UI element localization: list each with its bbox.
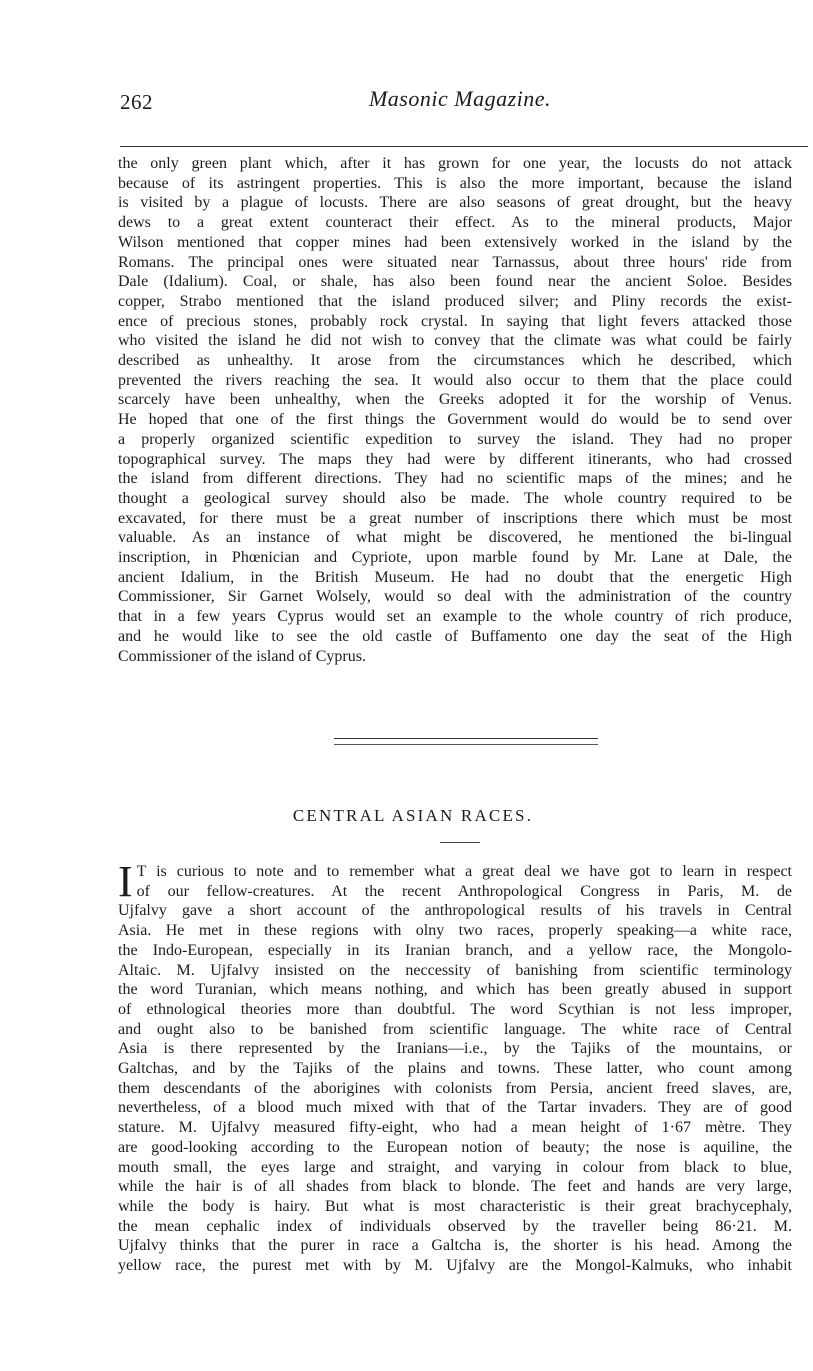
text-line: dews to a great extent counteract their effect. As to the mineral products, Major [118,214,792,232]
text-line: of ethnological theories more than doubtful. The word Scythian is not less improper, [118,1000,792,1018]
text-line: scarcely have been unhealthy, when the Greeks adopted it for the worship of Venus. [118,391,792,409]
text-line: He hoped that one of the first things the Government would do would be to send over [118,411,792,429]
text-line: Ujfalvy thinks that the purer in race a Galtcha is, the shorter is his head. Among the [118,1237,792,1255]
header-rule [120,146,808,147]
text-line: of our fellow-creatures. At the recent Anthropological Congress in Paris, M. de [136,882,792,900]
section-separator-thin [334,744,598,745]
text-line: ancient Idalium, in the British Museum. He had no doubt that the energetic High [118,568,792,586]
text-line: Commissioner, Sir Garnet Wolsely, would so deal with the administration of the country [118,588,792,606]
text-line: that in a few years Cyprus would set an example to the whole country of rich produce, [118,608,792,626]
text-line: Asia is there represented by the Iranians—i.e., by the Tajiks of the mountains, or [118,1040,792,1058]
continued-paragraph [118,154,792,666]
article-title: CENTRAL ASIAN RACES. [292,806,534,825]
article-body [118,857,792,1276]
text-line: nevertheless, of a blood much mixed with that of the Tartar invaders. They are of good [118,1099,792,1117]
text-line: ence of precious stones, probably rock crystal. In saying that light fevers attacked those [118,312,792,330]
text-line: Asia. He met in these regions with olny two races, properly speaking—a white race, [118,922,792,940]
section-separator-thick [334,738,598,739]
text-line: thought a geological survey should also be made. The whole country required to be [118,489,792,507]
text-line: prevented the rivers reaching the sea. It would also occur to them that the place could [118,371,792,389]
text-line: because of its astringent properties. This is also the more important, because the island [118,174,792,192]
running-title: Masonic Magazine. [368,86,552,111]
drop-cap: I [118,857,133,906]
text-line: Altaic. M. Ujfalvy insisted on the neccessity of banishing from scientific terminology [118,961,792,979]
text-line: yellow race, the purest met with by M. Ujfalvy are the Mongol-Kalmuks, who inhabit [118,1257,792,1275]
text-line: Ujfalvy gave a short account of the anthropological results of his travels in Central [118,902,792,920]
text-line: the only green plant which, after it has grown for one year, the locusts do not attack [118,155,792,172]
text-line: is visited by a plague of locusts. There are also seasons of great drought, but the heavy [118,194,792,212]
text-line: who visited the island he did not wish to convey that the climate was what could be fairly [118,332,792,350]
text-line: while the body is hairy. But what is most characteristic is their great brachycephaly, [118,1197,792,1215]
text-line: excavated, for there must be a great number of inscriptions there which must be most [118,509,792,527]
text-line: stature. M. Ujfalvy measured fifty-eight, who had a mean height of 1·67 mètre. They [118,1119,792,1137]
text-line: the mean cephalic index of individuals observed by the traveller being 86·21. M. [118,1217,792,1235]
text-line: Dale (Idalium). Coal, or shale, has also been found near the ancient Soloe. Besides [118,273,792,291]
text-line: and he would like to see the old castle of Buffamento one day the seat of the High [118,627,792,645]
text-line: the island from different directions. They had no scientific maps of the mines; and he [118,470,792,488]
title-rule [440,842,480,843]
text-line: Wilson mentioned that copper mines had been extensively worked in the island by the [118,233,792,251]
text-line: a properly organized scientific expedition to survey the island. They had no proper [118,430,792,448]
text-line: Galtchas, and by the Tajiks of the plains and towns. These latter, who count among [118,1060,792,1078]
text-line: and ought also to be banished from scientific language. The white race of Central [118,1020,792,1038]
text-line: topographical survey. The maps they had were by different itinerants, who had crossed [118,450,792,468]
text-line: Commissioner of the island of Cyprus. [118,647,366,665]
text-line: valuable. As an instance of what might be discovered, he mentioned the bi-lingual [118,529,792,547]
text-line: the Indo-European, especially in its Iranian branch, and a yellow race, the Mongolo- [118,941,792,959]
text-line: them descendants of the aborigines with colonists from Persia, ancient freed slaves, are, [118,1079,792,1097]
text-line: inscription, in Phœnician and Cypriote, upon marble found by Mr. Lane at Dale, the [118,549,792,567]
text-line: copper, Strabo mentioned that the island produced silver; and Pliny records the exist- [118,292,792,310]
text-line: mouth small, the eyes large and straight, and varying in colour from black to blue, [118,1158,792,1176]
text-line: while the hair is of all shades from black to blonde. The feet and hands are very large, [118,1178,792,1196]
text-line: described as unhealthy. It arose from the circumstances which he described, which [118,352,792,370]
text-line: T is curious to note and to remember what a great deal we have got to learn in respect [136,863,792,880]
text-line: Romans. The principal ones were situated near Tarnassus, about three hours' ride from [118,253,792,271]
text-line: the word Turanian, which means nothing, and which has been greatly abused in support [118,981,792,999]
running-head [120,86,800,118]
text-line: are good-looking according to the European notion of beauty; the nose is aquiline, the [118,1138,792,1156]
page-number: 262 [120,90,153,114]
